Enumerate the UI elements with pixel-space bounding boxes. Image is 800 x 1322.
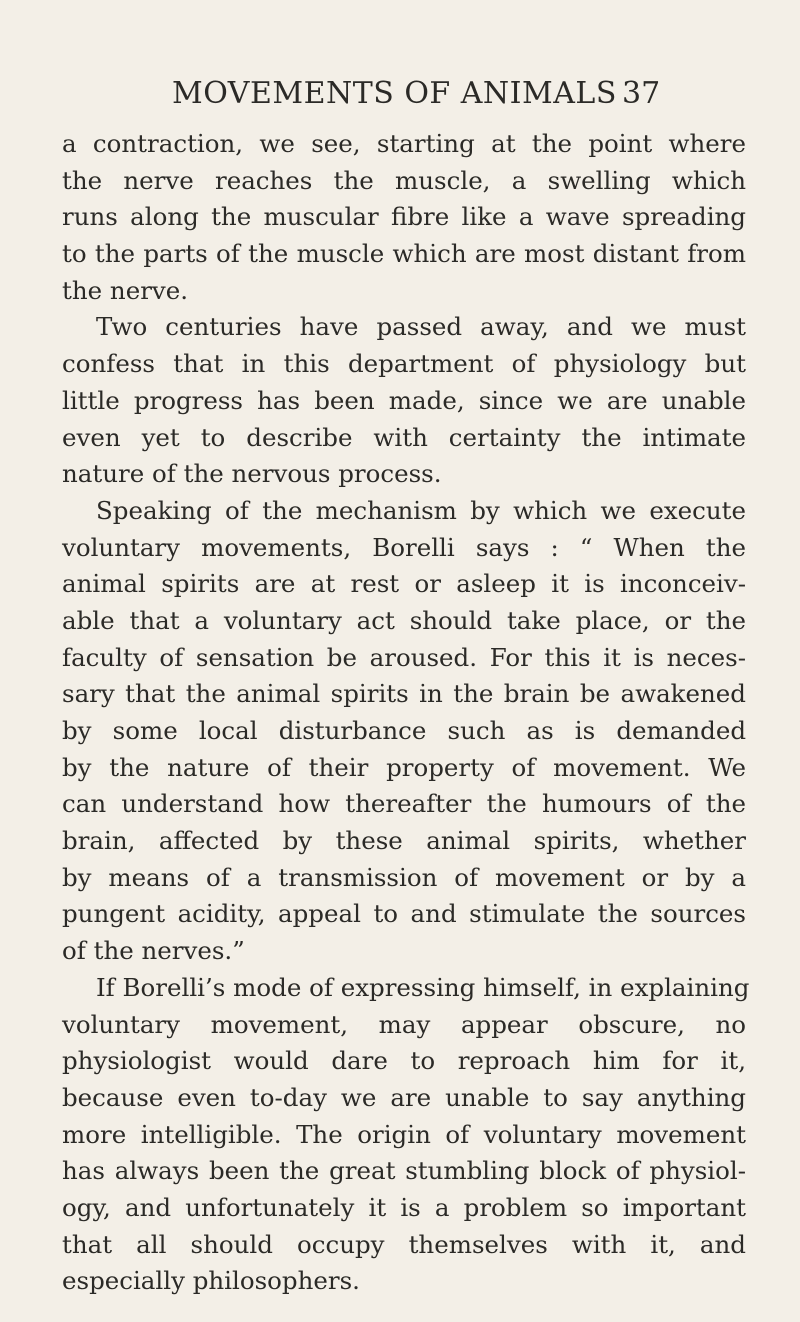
text-line: animal spirits are at rest or asleep it is inconceiv-	[62, 569, 746, 599]
text-line: by some local disturbance such as is demanded	[62, 716, 746, 745]
text-line: that all should occupy themselves with it, and	[62, 1229, 746, 1259]
paragraph-start-line: Speaking of the mechanism by which we execute	[96, 495, 746, 525]
text-line: because even to-day we are unable to say anything	[62, 1082, 746, 1112]
text-line: even yet to describe with certainty the intimate	[62, 422, 746, 452]
text-line: a contraction, we see, starting at the point where	[62, 129, 746, 158]
page-number: 37	[622, 76, 661, 111]
text-line: by the nature of their property of movement. We	[62, 752, 746, 782]
text-line: the nerve reaches the muscle, a swelling which	[62, 165, 746, 195]
paragraph-end-line: nature of the nervous process.	[62, 459, 442, 489]
text-line: voluntary movement, may appear obscure, no	[62, 1009, 746, 1039]
paragraph-start-line: If Borelli’s mode of expressing himself, in explaining	[96, 972, 750, 1002]
text-line: brain, affected by these animal spirits, whether	[62, 826, 746, 856]
text-line: ogy, and unfortunately it is a problem so important	[62, 1192, 746, 1222]
text-line: voluntary movements, Borelli says : “ When the	[62, 532, 746, 562]
text-line: physiologist would dare to reproach him for it,	[62, 1046, 746, 1076]
text-line: sary that the animal spirits in the brain be awakened	[62, 679, 746, 709]
paragraph-end-line: the nerve.	[62, 275, 189, 305]
text-line: by means of a transmission of movement or by a	[62, 862, 746, 892]
paragraph-end-line: of the nerves.”	[62, 936, 245, 966]
body-text	[62, 126, 750, 1300]
text-line: can understand how thereafter the humours of the	[62, 789, 746, 819]
text-line: more intelligible. The origin of voluntary movement	[62, 1119, 746, 1149]
paragraph-end-line: especially philosophers.	[62, 1266, 360, 1296]
text-line: faculty of sensation be aroused. For this it is neces-	[62, 642, 746, 672]
paragraph-start-line: Two centuries have passed away, and we must	[96, 312, 746, 342]
text-line: to the parts of the muscle which are most distant from	[62, 239, 746, 269]
text-line: pungent acidity, appeal to and stimulate the sources	[62, 899, 746, 929]
text-line: little progress has been made, since we are unable	[62, 385, 746, 415]
text-line: confess that in this department of physiology but	[62, 349, 746, 379]
text-line: runs along the muscular fibre like a wave spreading	[62, 202, 746, 232]
text-line: has always been the great stumbling block of physiol-	[62, 1156, 746, 1186]
text-line: able that a voluntary act should take place, or the	[62, 605, 746, 635]
running-header	[0, 74, 800, 114]
running-title: MOVEMENTS OF ANIMALS	[172, 76, 617, 111]
